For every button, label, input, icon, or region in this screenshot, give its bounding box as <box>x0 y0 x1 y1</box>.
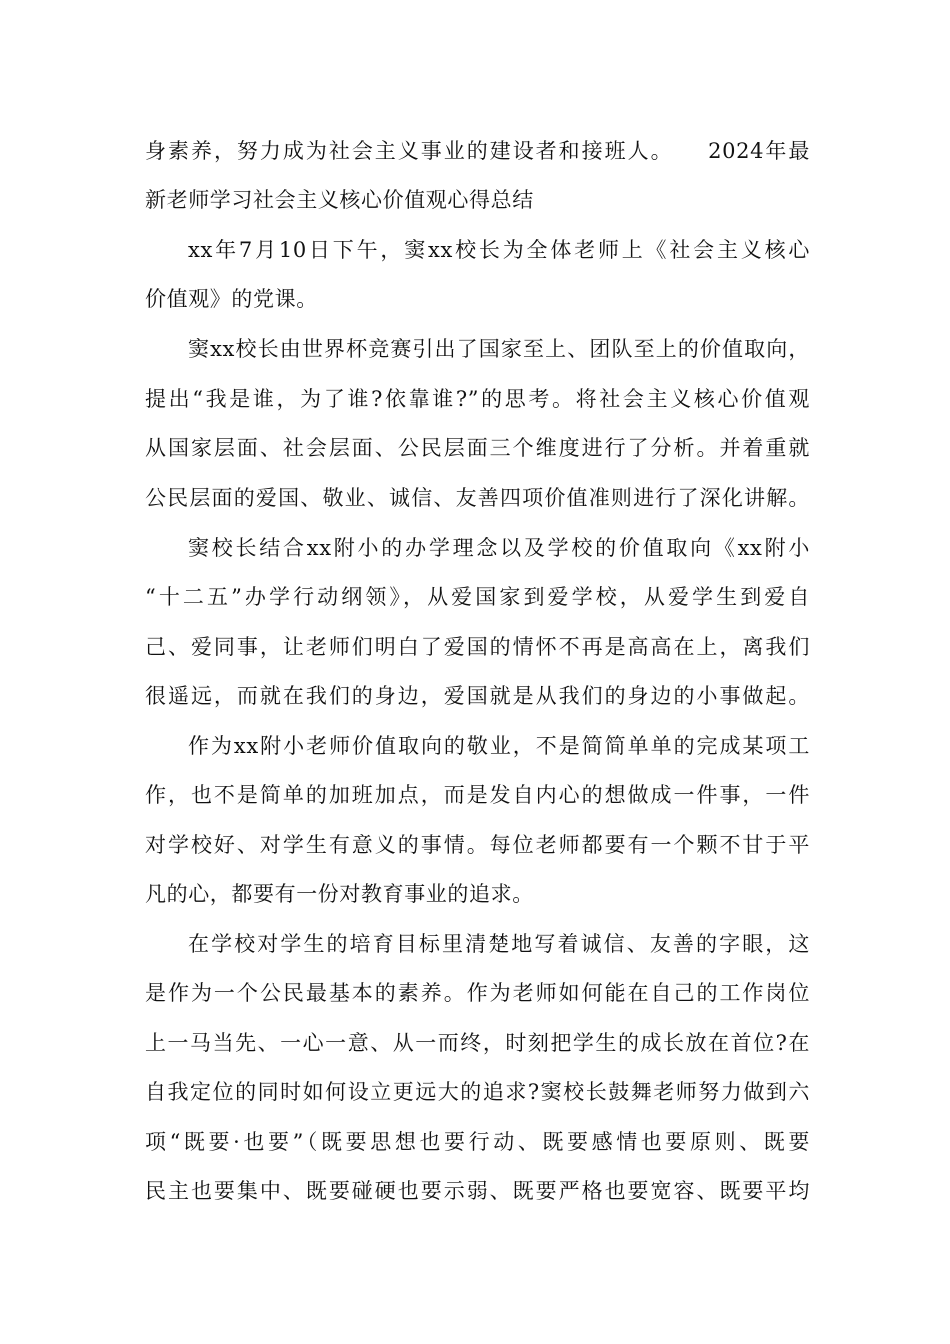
text-line-9: 窦校长结合xx附小的办学理念以及学校的价值取向《xx附小 <box>188 536 810 560</box>
text-line-22: 民主也要集中、既要碰硬也要示弱、既要严格也要宽容、既要平均 <box>145 1179 810 1203</box>
text-line-10: “十二五”办学行动纲领》，从爱国家到爱学校，从爱学生到爱自 <box>145 585 810 609</box>
text-line-16: 凡的心，都要有一份对教育事业的追求。 <box>145 882 534 906</box>
text-line-4: 价值观》的党课。 <box>145 287 318 311</box>
text-line-3: xx年7月10日下午，窦xx校长为全体老师上《社会主义核心 <box>188 238 810 262</box>
text-line-14: 作，也不是简单的加班加点，而是发自内心的想做成一件事，一件 <box>145 783 810 807</box>
text-line-20: 自我定位的同时如何设立更远大的追求?窦校长鼓舞老师努力做到六 <box>145 1080 810 1104</box>
text-line-18: 是作为一个公民最基本的素养。作为老师如何能在自己的工作岗位 <box>145 981 810 1005</box>
text-line-11: 己、爱同事，让老师们明白了爱国的情怀不再是高高在上，离我们 <box>145 635 810 659</box>
text-line-5: 窦xx校长由世界杯竞赛引出了国家至上、团队至上的价值取向， <box>188 337 810 361</box>
text-line-2: 新老师学习社会主义核心价值观心得总结 <box>145 188 534 212</box>
text-line-12: 很遥远，而就在我们的身边，爱国就是从我们的身边的小事做起。 <box>145 684 810 708</box>
text-line-19: 上一马当先、一心一意、从一而终，时刻把学生的成长放在首位?在 <box>145 1031 810 1055</box>
text-line-21: 项“既要·也要”（既要思想也要行动、既要感情也要原则、既要 <box>145 1130 810 1154</box>
text-line-8: 公民层面的爱国、敬业、诚信、友善四项价值准则进行了深化讲解。 <box>145 486 810 510</box>
text-line-17: 在学校对学生的培育目标里清楚地写着诚信、友善的字眼，这 <box>188 932 810 956</box>
text-line-7: 从国家层面、社会层面、公民层面三个维度进行了分析。并着重就 <box>145 436 810 460</box>
text-line-1: 身素养，努力成为社会主义事业的建设者和接班人。 2024年最 <box>145 139 810 163</box>
text-line-15: 对学校好、对学生有意义的事情。每位老师都要有一个颗不甘于平 <box>145 833 810 857</box>
text-line-13: 作为xx附小老师价值取向的敬业，不是简简单单的完成某项工 <box>188 734 810 758</box>
text-line-6: 提出“我是谁，为了谁?依靠谁?”的思考。将社会主义核心价值观 <box>145 387 810 411</box>
